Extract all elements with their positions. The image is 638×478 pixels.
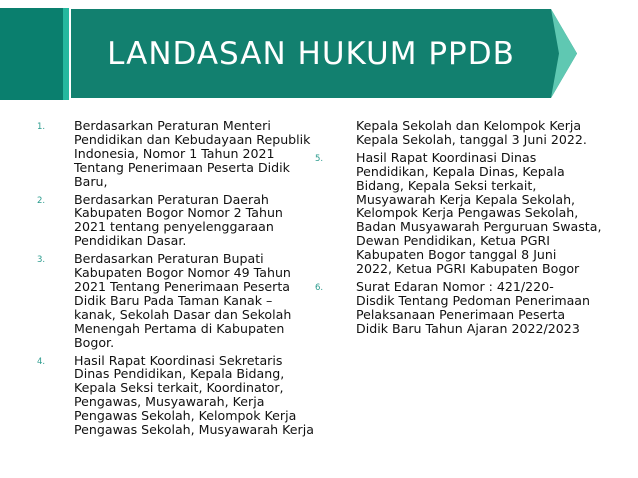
left-accent-bar [0, 8, 69, 100]
text-line: Berdasarkan Peraturan Daerah [74, 191, 269, 207]
list-item-text [300, 280, 638, 336]
text-line: Kelompok Kerja Pengawas Sekolah, [356, 205, 579, 221]
list-item-number: 4. [37, 356, 46, 367]
text-line: Baru, [74, 173, 108, 189]
list-item-text [0, 119, 320, 189]
text-line: Indonesia, Nomor 1 Tahun 2021 [74, 145, 275, 161]
text-line: Pendidikan dan Kebudayaan Republik [74, 131, 311, 147]
list-item-text [0, 354, 320, 437]
list-item-text [0, 193, 320, 249]
text-line: 2021 tentang penyelenggaraan [74, 219, 274, 235]
text-line: Hasil Rapat Koordinasi Sekretaris [74, 352, 283, 368]
text-line: Didik Baru Pada Taman Kanak – [74, 292, 273, 308]
text-line: Surat Edaran Nomor : 421/220- [356, 278, 554, 294]
list-item-number: 6. [315, 282, 324, 293]
text-line: Menengah Pertama di Kabupaten [74, 320, 285, 336]
text-line: Pengawas Sekolah, Musyawarah Kerja [74, 422, 314, 438]
text-line: Dinas Pendidikan, Kepala Bidang, [74, 366, 285, 382]
text-line: Kabupaten Bogor tanggal 8 Juni [356, 247, 557, 263]
text-line: Bidang, Kepala Seksi terkait, [356, 177, 537, 193]
text-line: Pelaksanaan Penerimaan Peserta [356, 306, 566, 322]
text-line: kanak, Sekolah Dasar dan Sekolah [74, 306, 292, 322]
page-title: LANDASAN HUKUM PPDB [107, 35, 515, 72]
text-line: Kepala Sekolah dan Kelompok Kerja [356, 118, 582, 133]
list-item [0, 354, 320, 437]
text-line: Pendidikan Dasar. [74, 233, 187, 249]
text-line: Bogor. [74, 334, 115, 350]
right-column [300, 119, 638, 340]
list-item [0, 193, 320, 249]
text-line: Kepala Sekolah, tanggal 3 Juni 2022. [356, 131, 587, 147]
text-line: Kabupaten Bogor Nomor 49 Tahun [74, 265, 291, 281]
list-item [300, 119, 638, 147]
list-item [0, 119, 320, 189]
list-item-text [300, 119, 638, 147]
text-line: Berdasarkan Peraturan Bupati [74, 251, 264, 267]
text-line: Badan Musyawarah Perguruan Swasta, [356, 219, 602, 235]
text-line: Hasil Rapat Koordinasi Dinas [356, 149, 537, 165]
list-item-number: 3. [37, 255, 46, 266]
text-line: Pengawas Sekolah, Kelompok Kerja [74, 408, 297, 424]
list-item-text [0, 252, 320, 349]
text-line: Pendidikan, Kepala Dinas, Kepala [356, 163, 565, 179]
text-line: Didik Baru Tahun Ajaran 2022/2023 [356, 320, 580, 336]
text-line: Tentang Penerimaan Peserta Didik [74, 159, 290, 175]
list-item [300, 151, 638, 276]
list-item-text [300, 151, 638, 276]
list-item [300, 280, 638, 336]
text-line: Kabupaten Bogor Nomor 2 Tahun [74, 205, 283, 221]
left-column [0, 119, 320, 441]
title-banner [71, 9, 577, 98]
text-line: Berdasarkan Peraturan Menteri [74, 118, 271, 133]
text-line: 2021 Tentang Penerimaan Peserta [74, 278, 290, 294]
text-line: 2022, Ketua PGRI Kabupaten Bogor [356, 261, 580, 277]
list-item-number: 5. [315, 153, 324, 164]
list-item-number: 2. [37, 195, 46, 206]
text-line: Pengawas, Musyawarah, Kerja [74, 394, 265, 410]
list-item-number: 1. [37, 122, 46, 132]
text-line: Dewan Pendidikan, Ketua PGRI [356, 233, 550, 249]
text-line: Musyawarah Kerja Kepala Sekolah, [356, 191, 576, 207]
list-item [0, 252, 320, 349]
text-line: Disdik Tentang Pedoman Penerimaan [356, 292, 591, 308]
text-line: Kepala Seksi terkait, Koordinator, [74, 380, 284, 396]
